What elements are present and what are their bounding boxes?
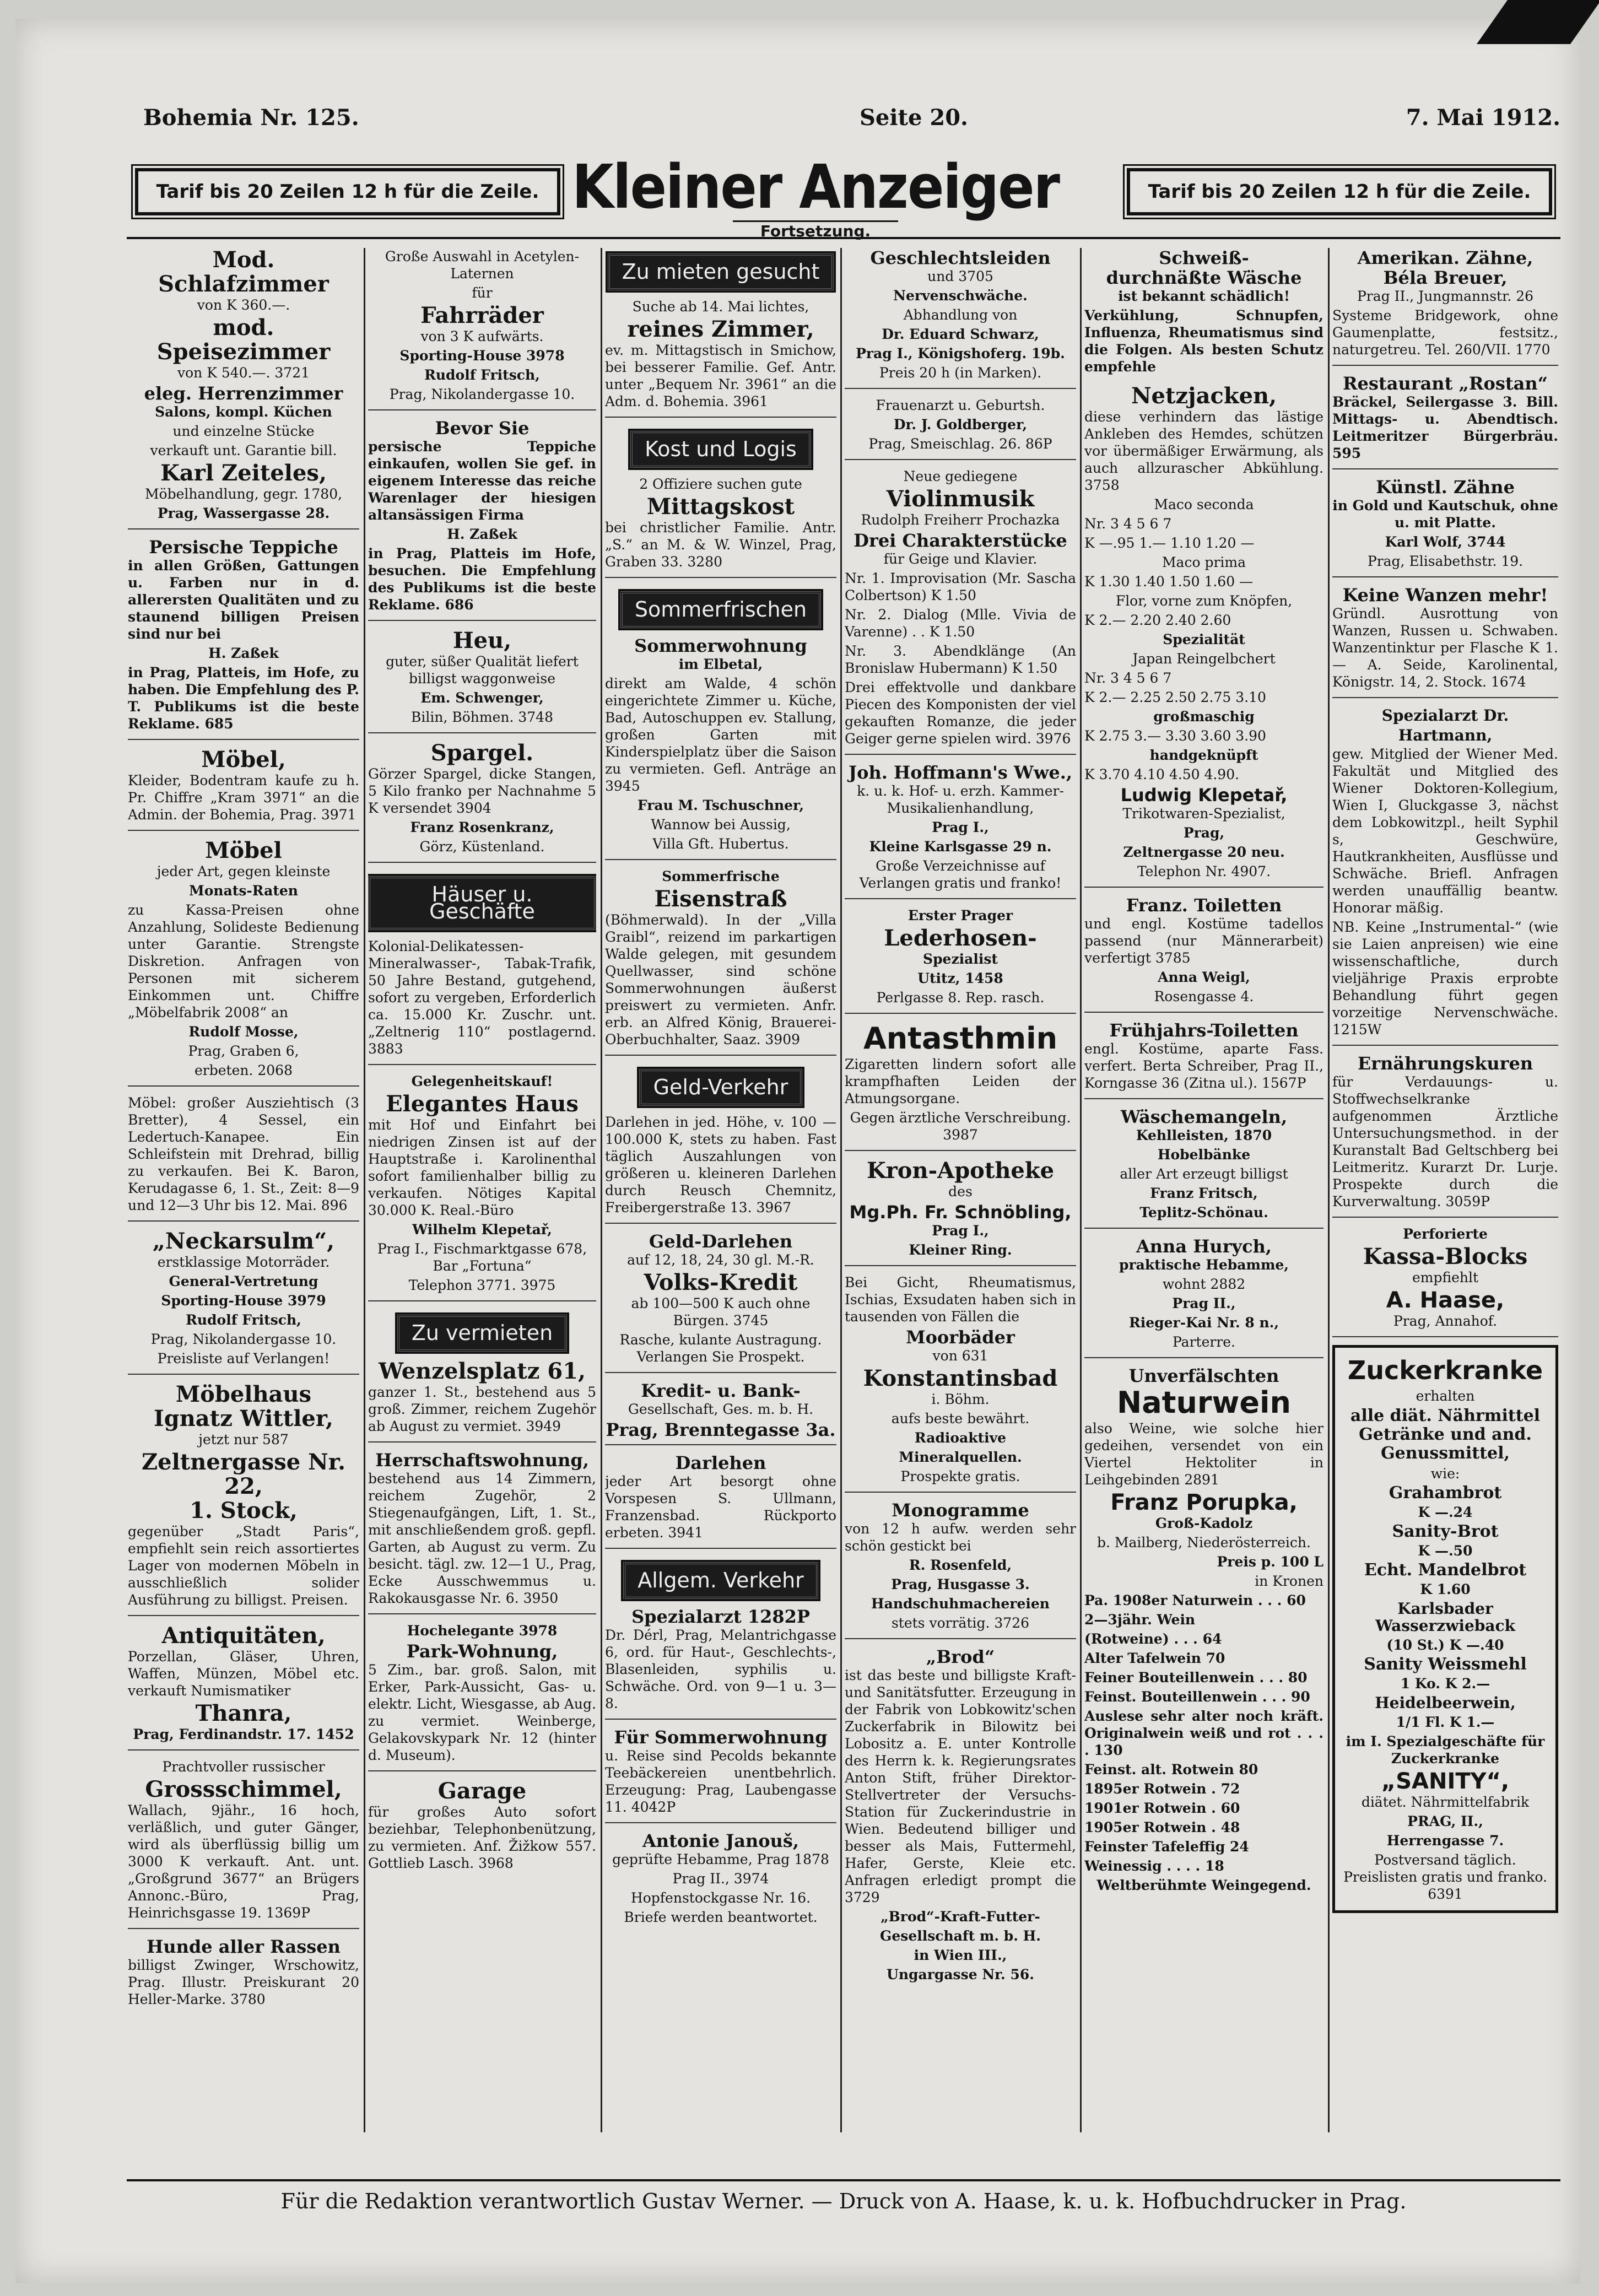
ad-konstantinsbad: Bei Gicht, Rheumatismus, Ischias, Exsudaten haben sich in tausenden von Fällen die Moorbäder von 631 Konstantinsbad i. Böhm. aufs beste bewährt. Radioaktive Mineralquellen. Prospekte gratis. — [845, 1274, 1076, 1493]
ad-eisenstrass: Sommerfrische Eisenstraß (Böhmerwald). In der „Villa Graibl“, reizend im parkartigen Walde gelegen, mit gesundem Quellwasser, sind schöne Sommerwohnungen äußerst preiswert zu vermieten. Anfr. erb. an Alfred König, Brauerei-Oberbuchhalter, Saaz. 3909 — [605, 868, 836, 1056]
ad-fahrrad-laternen: Große Auswahl in Acetylen-Laternen für Fahrräder von 3 K aufwärts. Sporting-House 3978 Rudolf Fritsch, Prag, Nikolandergasse 10. — [368, 248, 596, 410]
column-5 — [1084, 248, 1324, 2138]
ad-monogramme: Monogramme von 12 h aufw. werden sehr schön gestickt bei R. Rosenfeld, Prag, Husgasse 3. Handschuhmachereien stets vorrätig. 3726 — [845, 1500, 1076, 1639]
section-header-zu-vermieten: Zu vermieten — [397, 1315, 567, 1352]
column-divider — [1328, 248, 1330, 2132]
column-4 — [845, 248, 1076, 2138]
ad-darlehen-reusch: Darlehen in jed. Höhe, v. 100 — 100.000 K, stets zu haben. Fast täglich Auszahlungen von größeren u. kleineren Darlehen durch Reusch Chemnitz, Freibergerstraße 13. 3967 — [605, 1114, 836, 1224]
ad-lederhosen: Erster Prager Lederhosen- Spezialist Utitz, 1458 Perlgasse 8. Rep. rasch. — [845, 907, 1076, 1014]
ad-hunde: Hunde aller Rassen billigst Zwinger, Wrschowitz, Prag. Illustr. Preiskurant 20 Heller-Marke. 3780 — [128, 1936, 359, 2007]
issue-date: 7. Mai 1912. — [1406, 105, 1560, 131]
ad-park-wohnung: Hochelegante 3978 Park-Wohnung, 5 Zim., bar. groß. Salon, mit Erker, Park-Aussicht, Gas- u. elektr. Licht, Wiesgasse, ab Aug. zu vermiet. Weinberge, Gelakovskypark Nr. 12 (hinter d. Museum). — [368, 1622, 596, 1771]
ad-wenzelsplatz: Wenzelsplatz 61, ganzer 1. St., bestehend aus 5 groß. Zimmer, reichem Zugehör ab August zu vermiet. 3949 — [368, 1359, 596, 1443]
ad-teppiche-zasek: Bevor Sie persische Teppiche einkaufen, wollen Sie gef. in eigenem Interesse das reiche Warenlager der hiesigen altansässigen Firma H. Zaßek in Prag, Platteis im Hofe, besuchen. Die Empfehlung des Publikums ist die beste Reklame. 686 — [368, 418, 596, 621]
ad-hoffmann-musik: Joh. Hoffmann's Wwe., k. u. k. Hof- u. erzh. Kammer-Musikalienhandlung, Prag I., Kleine Karlsgasse 29 n. Große Verzeichnisse auf Verlangen gratis und franko! — [845, 763, 1076, 899]
column-divider — [364, 248, 365, 2132]
column-1 — [128, 248, 359, 2138]
ad-hebamme-janous: Antonie Janouš, geprüfte Hebamme, Prag 1878 Prag II., 3974 Hopfenstockgasse Nr. 16. Briefe werden beantwortet. — [612, 1830, 829, 1925]
ad-ausziehtisch: Möbel: großer Ausziehtisch (3 Bretter), 4 Sessel, ein Ledertuch-Kanapee. Ein Schleifstein mit Drehrad, billig zu verkaufen. Bei K. Baron, Kerudagasse 6, 1. St., Zeit: 8—9 und 12—3 Uhr bis 12. Mai. 896 — [128, 1094, 359, 1222]
ad-brod-futter: „Brod“ ist das beste und billigste Kraft- und Sanitätsfutter. Erzeugung in der Fabrik von Lobkowitz'schen Zuckerfabrik in Bilowitz bei Lobositz a. E. unter Kontrolle des Herrn k. k. Regierungsrates Anton Stift, früher Direktor-Stellvertreter der Versuchs-Station für Zuckerindustrie in Wien. Bedeutend billiger und besser als Mais, Futtermehl, Hafer, Gerste, Kleie etc. Anfragen erledigt prompt die 3729 „Brod“-Kraft-Futter- Gesellschaft m. b. H. in Wien III., Ungargasse Nr. 56. — [845, 1646, 1076, 1982]
ad-geschlechtsleiden: Geschlechtsleiden und 3705 Nervenschwäche. Abhandlung von Dr. Eduard Schwarz, Prag I., Königshoferg. 19b. Preis 20 h (in Marken). — [845, 248, 1076, 389]
ad-spezialarzt-hartmann: Spezialarzt Dr. Hartmann, gew. Mitglied der Wiener Med. Fakultät und Mitglied des Wiener Doktoren-Kollegium, Wien I, Gluckgasse 3, nächst dem Lobkowitzpl., heilt Syphil s, Geschwüre, Hautkrankheiten, Ausflüsse und Schwäche. Briefl. Anfragen werden unauffällig beantw. Honorar mäßig. NB. Keine „Instrumental-“ (wie sie Laien anpreisen) wie eine wissenschaftliche, durch vieljährige Praxis erprobte Behandlung führt gegen vorzeitige Nervenschwäche. 1215W — [1332, 706, 1558, 1046]
ad-keine-wanzen: Keine Wanzen mehr! Gründl. Ausrottung von Wanzen, Russen u. Schwaben. Wanzentinktur per Flasche K 1.— A. Seide, Karolinental, Königstr. 14, 2. Stock. 1674 — [1332, 585, 1558, 698]
ad-antasthmin: Antasthmin Zigaretten lindern sofort alle krampfhaften Leiden der Atmungsorgane. Gegen ärztliche Verschreibung. 3987 — [845, 1022, 1076, 1151]
column-6 — [1332, 248, 1558, 2138]
column-divider — [1080, 248, 1082, 2132]
section-title: Kleiner Anzeiger — [572, 152, 1059, 223]
ad-antiquitaeten: Antiquitäten, Porzellan, Gläser, Uhren, Waffen, Münzen, Möbel etc. verkauft Numismatiker Thanra, Prag, Ferdinandstr. 17. 1452 — [128, 1624, 359, 1751]
ad-moebel-kram: Möbel, Kleider, Bodentram kaufe zu h. Pr. Chiffre „Kram 3971“ an die Admin. der Bohemia, Prag. 3971 — [128, 748, 359, 831]
section-header-kost-logis: Kost und Logis — [630, 431, 811, 468]
ad-neckarsulm: „Neckarsulm“, erstklassige Motorräder. General-Vertretung Sporting-House 3979 Rudolf Fritsch, Prag, Nikolandergasse 10. Preisliste auf Verlangen! — [128, 1229, 359, 1375]
masthead — [127, 152, 1560, 240]
ad-grossschimmel: Prachtvoller russischer Grossschimmel, Wallach, 9jähr., 16 hoch, verläßlich, und guter Gänger, wird als überflüssig billig um 3000 K verkauft. Ant. unt. „Großgrund 3677“ an Brügers Annonc.-Büro, Prag, Heinrichsgasse 19. 1369P — [128, 1758, 359, 1929]
ad-restaurant-rostan: Restaurant „Rostan“ Bräckel, Seilergasse 3. Bill. Mittags- u. Abendtisch. Leitmeritzer Bürgerbräu. 595 — [1332, 374, 1558, 469]
ad-hebamme-hurych: Anna Hurych, praktische Hebamme, wohnt 2882 Prag II., Rieger-Kai Nr. 8 n., Parterre. — [1084, 1236, 1324, 1358]
ad-ernaehrungskuren: Ernährungskuren für Verdauungs- u. Stoffwechselkranke aufgenommen Ärztliche Untersuchungsmethod. in der Kuranstalt Bad Geltschberg bei Leitmeritz. Kurarzt Dr. Lurje. Prospekte durch die Kurverwaltung. 3059P — [1332, 1054, 1558, 1218]
issue-number: Bohemia Nr. 125. — [143, 105, 359, 131]
ad-elegantes-haus: Gelegenheitskauf! Elegantes Haus mit Hof und Einfahrt bei niedrigen Zinsen ist auf der Hauptstraße i. Karolinenthal sofort familienhalber billig zu verkaufen. Nötiges Kapital 30.000 K. Real.-Büro Wilhelm Klepetař, Prag I., Fischmarktgasse 678, Bar „Fortuna“ Telephon 3771. 3975 — [368, 1073, 596, 1301]
ad-spezialarzt-derl: Spezialarzt 1282P Dr. Dérl, Prag, Melantrichgasse 6, ord. für Haut-, Geschlechts-, Blasenleiden, syphilis u. Schwäche. Ord. von 9—1 u. 3—8. — [605, 1607, 836, 1720]
column-3 — [605, 248, 836, 2138]
imprint-footer: Für die Redaktion verantwortlich Gustav Werner. — Druck von A. Haase, k. u. k. Hofbuchdrucker in Prag. — [127, 2179, 1560, 2213]
tarif-box-right: Tarif bis 20 Zeilen 12 h für die Zeile. — [1127, 168, 1552, 215]
column-divider — [601, 248, 602, 2132]
ad-amerikan-zaehne: Amerikan. Zähne, Béla Breuer, Prag II., Jungmannstr. 26 Systeme Bridgework, ohne Gaumenplatte, festsitz., naturgetreu. Tel. 260/VII. 1770 — [1332, 248, 1558, 366]
ad-darlehen-ullmann: Darlehen jeder Art besorgt ohne Vorspesen S. Ullmann, Franzensbad. Rückporto erbeten. 3941 — [605, 1453, 836, 1549]
section-header-allgem-verkehr: Allgem. Verkehr — [623, 1562, 818, 1599]
section-header-sommerfrischen: Sommerfrischen — [620, 591, 821, 628]
ad-kassa-blocks: Perforierte Kassa-Blocks empfiehlt A. Haase, Prag, Annahof. — [1332, 1225, 1558, 1337]
column-2 — [368, 248, 596, 2138]
ad-violinmusik: Neue gediegene Violinmusik Rudolph Freiherr Prochazka Drei Charakterstücke für Geige und Klavier. Nr. 1. Improvisation (Mr. Sascha Colbertson) K 1.50 Nr. 2. Dialog (Mlle. Vivia de Varenne) . . K 1.50 Nr. 3. Abendklänge (An Bronislaw Hubermann) K 1.50 Drei effektvolle und dankbare Piecen des Komponisten der viel gekauften Romanze, die jeder Geiger gerne spielen wird. 3976 — [845, 468, 1076, 755]
ad-reines-zimmer: Suche ab 14. Mai lichtes, reines Zimmer, ev. m. Mittagstisch in Smichow, bei besserer Familie. Gef. Antr. unter „Bequem Nr. 3961“ an die Adm. d. Bohemia. 3961 — [605, 298, 836, 418]
page-number: Seite 20. — [860, 105, 968, 131]
ad-garage: Garage für großes Auto sofort beziehbar, Telephonbenützung, zu vermieten. Anf. Žižkow 557. Gottlieb Lasch. 3968 — [368, 1778, 596, 1871]
ad-waeschemangeln: Wäschemangeln, Kehlleisten, 1870 Hobelbänke aller Art erzeugt billigst Franz Fritsch, Teplitz-Schönau. — [1084, 1107, 1324, 1229]
section-header-geld-verkehr: Geld-Verkehr — [639, 1069, 803, 1106]
column-divider — [840, 248, 842, 2132]
ad-spargel: Spargel. Görzer Spargel, dicke Stangen, 5 Kilo franko per Nachnahme 5 K versendet 3904 Franz Rosenkranz, Görz, Küstenland. — [368, 741, 596, 863]
masthead-rule — [127, 237, 1560, 239]
section-header-zu-mieten-gesucht: Zu mieten gesucht — [608, 253, 834, 290]
ad-kredit-bank: Kredit- u. Bank- Gesellschaft, Ges. m. b. H. Prag, Brenntegasse 3a. — [605, 1381, 836, 1445]
section-subtitle: Fortsetzung. — [733, 220, 898, 240]
ad-sommerwohnung-reise: Für Sommerwohnung u. Reise sind Pecolds bekannte Teebäckereien unentbehrlich. Erzeugung: Prag, Laubengasse 11. 4042P — [605, 1727, 836, 1823]
ad-kron-apotheke: Kron-Apotheke des Mg.Ph. Fr. Schnöbling, Prag I., Kleiner Ring. — [845, 1159, 1076, 1266]
ad-mittagskost: 2 Offiziere suchen gute Mittagskost bei christlicher Familie. Antr. „S.“ an M. & W. Winzel, Prag, Graben 33. 3280 — [605, 476, 836, 578]
ad-fruehjahrs-toiletten: Frühjahrs-Toiletten engl. Kostüme, aparte Fass. verfert. Berta Schreiber, Prag II., Korngasse 36 (Zitna ul.). 1567P — [1084, 1020, 1324, 1099]
ad-furniture-zeiteles: Mod. Schlafzimmer von K 360.—. mod. Speisezimmer von K 540.—. 3721 eleg. Herrenzimmer Salons, kompl. Küchen und einzelne Stücke verkauft unt. Garantie bill. Karl Zeiteles, Möbelhandlung, gegr. 1780, Prag, Wassergasse 28. — [128, 248, 359, 530]
ad-moebelhaus-wittler: Möbelhaus Ignatz Wittler, jetzt nur 587 Zeltnergasse Nr. 22, 1. Stock, gegenüber „Stadt Paris“, empfiehlt sein reich assortiertes Lager von modernen Möbeln in ausschließlich solider Ausführung zu billigst. Preisen. — [128, 1382, 359, 1616]
tarif-box-left: Tarif bis 20 Zeilen 12 h für die Zeile. — [135, 168, 560, 215]
ad-trafik: Kolonial-Delikatessen-Mineralwasser-, Tabak-Trafik, 50 Jahre Bestand, gutgehend, sofort zu vergeben, Erforderlich ca. 15.000 Kr. Zuschr. unt. „Zeltnerig 110“ postlagernd. 3883 — [368, 938, 596, 1065]
ad-moebel-raten: Möbel jeder Art, gegen kleinste Monats-Raten zu Kassa-Preisen ohne Anzahlung, Solideste Bedienung unter Garantie. Strengste Diskretion. Anfragen von Personen mit sicherem Einkommen unt. Chiffre „Möbelfabrik 2008“ an Rudolf Mosse, Prag, Graben 6, erbeten. 2068 — [128, 839, 359, 1087]
running-header — [143, 105, 1560, 138]
ad-zuckerkranke-sanity: Zuckerkranke erhalten alle diät. Nährmittel Getränke und and. Genussmittel, wie: Grahambrot K —.24 Sanity-Brot K —.50 Echt. Mandelbrot K 1.60 Karlsbader Wasserzwieback (10 St.) K —.40 Sanity Weissmehl 1 Ko. K 2.— Heidelbeerwein, 1/1 Fl. K 1.— im I. Spezialgeschäfte für Zuckerkranke „SANITY“, diätet. Nährmittelfabrik PRAG, II., Herrengasse 7. Postversand täglich. Preislisten gratis und franko. 6391 — [1332, 1345, 1558, 1913]
ad-kuenstl-zaehne: Künstl. Zähne in Gold und Kautschuk, ohne u. mit Platte. Karl Wolf, 3744 Prag, Elisabethstr. 19. — [1332, 477, 1558, 577]
ad-persian-carpets: Persische Teppiche in allen Größen, Gattungen u. Farben nur in d. allerersten Qualitäten und zu staunend billigen Preisen sind nur bei H. Zaßek in Prag, Platteis, im Hofe, zu haben. Die Empfehlung des P. T. Publikums ist die beste Reklame. 685 — [128, 537, 359, 740]
ad-naturwein: Unverfälschten Naturwein also Weine, wie solche hier gedeihen, versendet von ein Viertel Hektoliter in Leihgebinden 2891 Franz Porupka, Groß-Kadolz b. Mailberg, Niederösterreich. Preis p. 100 L in Kronen Pa. 1908er Naturwein . . . 60 2—3jähr. Wein (Rotweine) . . . 64 Alter Tafelwein 70 Feiner Bouteillenwein . . . 80 Feinst. Bouteillenwein . . . 90 Auslese sehr alter noch kräft. Originalwein weiß und rot . . . . 130 Feinst. alt. Rotwein 80 1895er Rotwein . 72 1901er Rotwein . 60 1905er Rotwein . 48 Feinster Tafeleffig 24 Weinessig . . . . 18 Weltberühmte Weingegend. — [1084, 1365, 1324, 1893]
ad-sommerwohnung-elbetal: Sommerwohnung im Elbetal, direkt am Walde, 4 schön eingerichtete Zimmer u. Küche, Bad, Autoschuppen ev. Stallung, großen Garten mit Kinderspielplatz über die Saison zu vermieten. Gefl. Anträge an 3945 Frau M. Tschuschner, Wannow bei Aussig, Villa Gft. Hubertus. — [605, 636, 836, 860]
ad-heu: Heu, guter, süßer Qualität liefert billigst waggonweise Em. Schwenger, Bilin, Böhmen. 3748 — [368, 629, 596, 733]
ad-franz-toiletten: Franz. Toiletten und engl. Kostüme tadellos passend (nur Männerarbeit) verfertigt 3785 Anna Weigl, Rosengasse 4. — [1084, 895, 1324, 1013]
ad-herrschaftswohnung: Herrschaftswohnung, bestehend aus 14 Zimmern, reichem Zugehör, 2 Stiegenaufgängen, Lift, 1. St., mit anschließendem groß. gepfl. Garten, ab August zu verm. Zu besicht. tägl. zw. 12—1 U., Prag, Ecke Ausschwemmus u. Rakokausgasse Nr. 6. 3950 — [368, 1450, 596, 1614]
ad-volks-kredit: Geld-Darlehen auf 12, 18, 24, 30 gl. M.-R. Volks-Kredit ab 100—500 K auch ohne Bürgen. 3745 Rasche, kulante Austragung. Verlangen Sie Prospekt. — [605, 1231, 836, 1373]
ad-frauenarzt: Frauenarzt u. Geburtsh. Dr. J. Goldberger, Prag, Smeischlag. 26. 86P — [845, 397, 1076, 460]
ad-schweiss-waesche: Schweiß- durchnäßte Wäsche ist bekannt schädlich! Verkühlung, Schnupfen, Influenza, Rheumatismus sind die Folgen. Als besten Schutz empfehle — [1084, 248, 1324, 375]
ad-netzjacken: Netzjacken, diese verhindern das lästige Ankleben des Hemdes, schützen vor übermäßiger Erwärmung, als auch allzurascher Abkühlung. 3758 Maco seconda Nr. 3 4 5 6 7 K —.95 1.— 1.10 1.20 — Maco prima K 1.30 1.40 1.50 1.60 — Flor, vorne zum Knöpfen, K 2.— 2.20 2.40 2.60 Spezialität Japan Reingelbchert Nr. 3 4 5 6 7 K 2.— 2.25 2.50 2.75 3.10 großmaschig K 2.75 3.— 3.30 3.60 3.90 handgeknüpft K 3.70 4.10 4.50 4.90. Ludwig Klepetař, Trikotwaren-Spezialist, Prag, Zeltnergasse 20 neu. Telephon Nr. 4907. — [1084, 384, 1324, 888]
section-header-haeuser: Häuser u. Geschäfte — [368, 876, 596, 930]
